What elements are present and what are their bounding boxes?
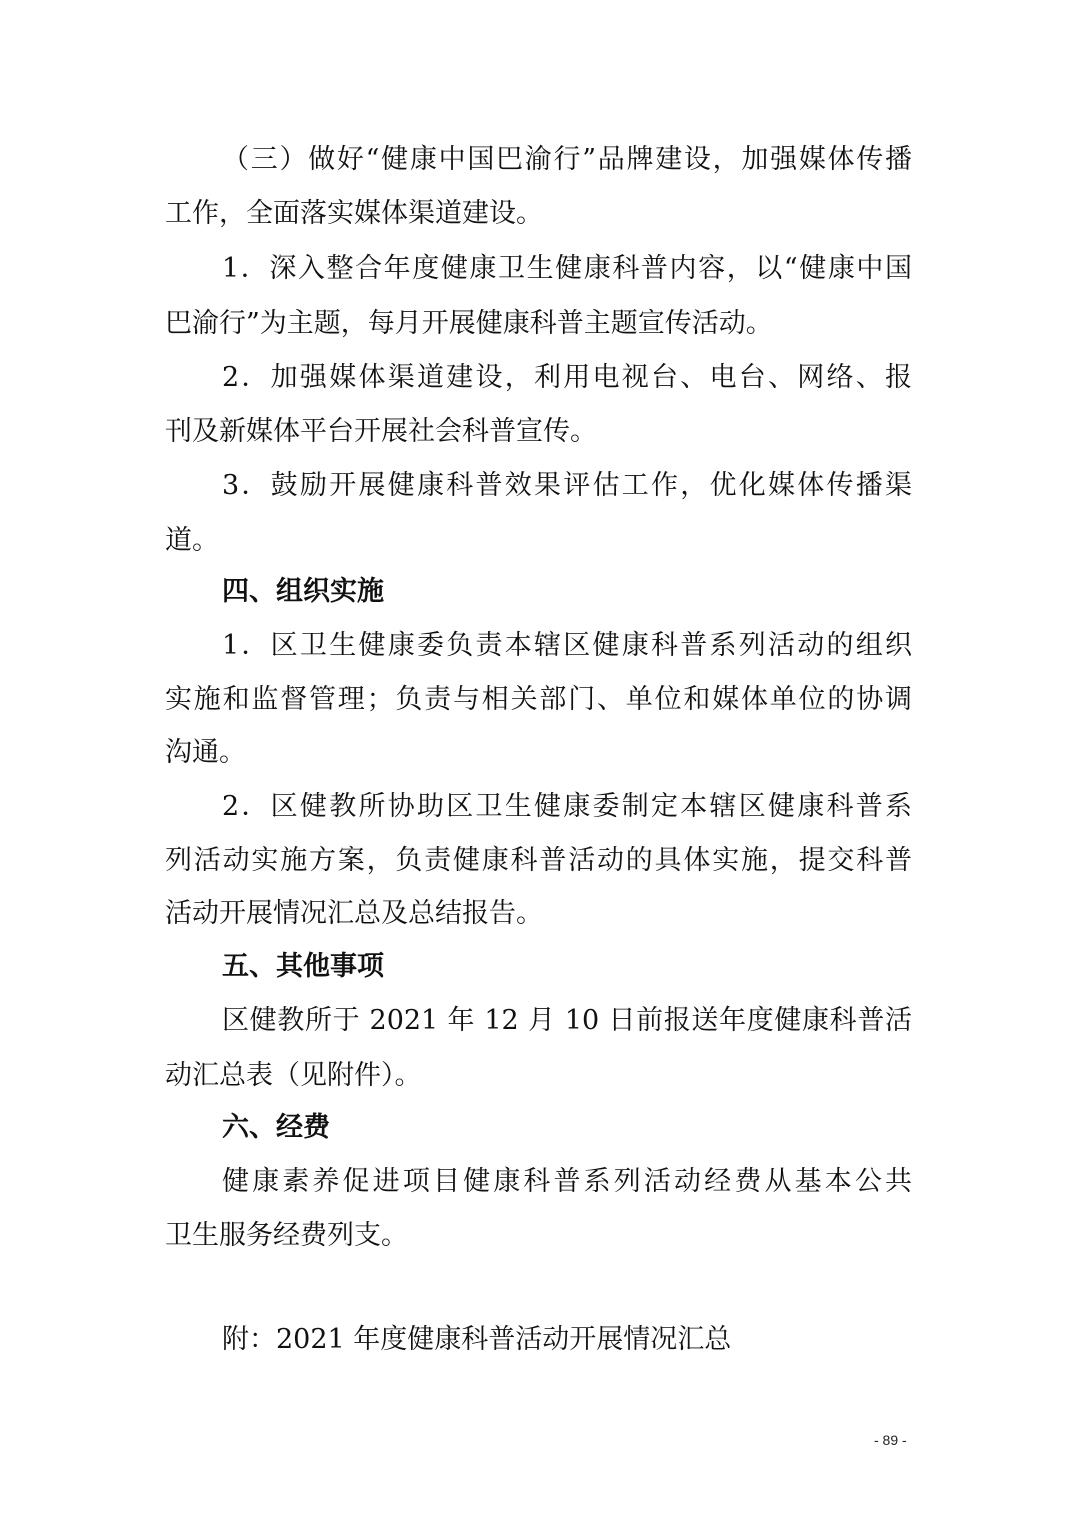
text-line: 健康素养促进项目健康科普系列活动经费从基本公共 <box>222 1166 912 1197</box>
text-line: 2．区健教所协助区卫生健康委制定本辖区健康科普系 <box>222 791 912 822</box>
text-line: 巴渝行”为主题，每月开展健康科普主题宣传活动。 <box>165 308 773 339</box>
text-line: 区健教所于 2021 年 12 月 10 日前报送年度健康科普活 <box>222 1005 912 1036</box>
text-line: 道。 <box>165 525 219 556</box>
text-line: 活动开展情况汇总及总结报告。 <box>165 898 543 929</box>
text-line: 3．鼓励开展健康科普效果评估工作，优化媒体传播渠 <box>222 470 912 501</box>
section-heading: 四、组织实施 <box>222 576 384 607</box>
section-heading: 六、经费 <box>222 1112 330 1143</box>
text-line: 附：2021 年度健康科普活动开展情况汇总 <box>222 1324 732 1355</box>
text-line: 实施和监督管理；负责与相关部门、单位和媒体单位的协调 <box>165 684 912 715</box>
section-heading: 五、其他事项 <box>222 951 384 982</box>
text-line: 2．加强媒体渠道建设，利用电视台、电台、网络、报 <box>222 362 912 393</box>
text-line: 沟通。 <box>165 737 246 768</box>
text-line: 动汇总表（见附件）。 <box>165 1060 422 1091</box>
text-line: （三）做好“健康中国巴渝行”品牌建设，加强媒体传播 <box>222 144 912 175</box>
text-line: 1．区卫生健康委负责本辖区健康科普系列活动的组织 <box>222 630 912 661</box>
text-line: 工作，全面落实媒体渠道建设。 <box>165 198 543 229</box>
text-line: 刊及新媒体平台开展社会科普宣传。 <box>165 416 597 447</box>
page-number: - 89 - <box>874 1432 907 1448</box>
text-line: 卫生服务经费列支。 <box>165 1220 408 1251</box>
text-line: 列活动实施方案，负责健康科普活动的具体实施，提交科普 <box>165 845 912 876</box>
text-line: 1．深入整合年度健康卫生健康科普内容，以“健康中国 <box>222 253 912 284</box>
